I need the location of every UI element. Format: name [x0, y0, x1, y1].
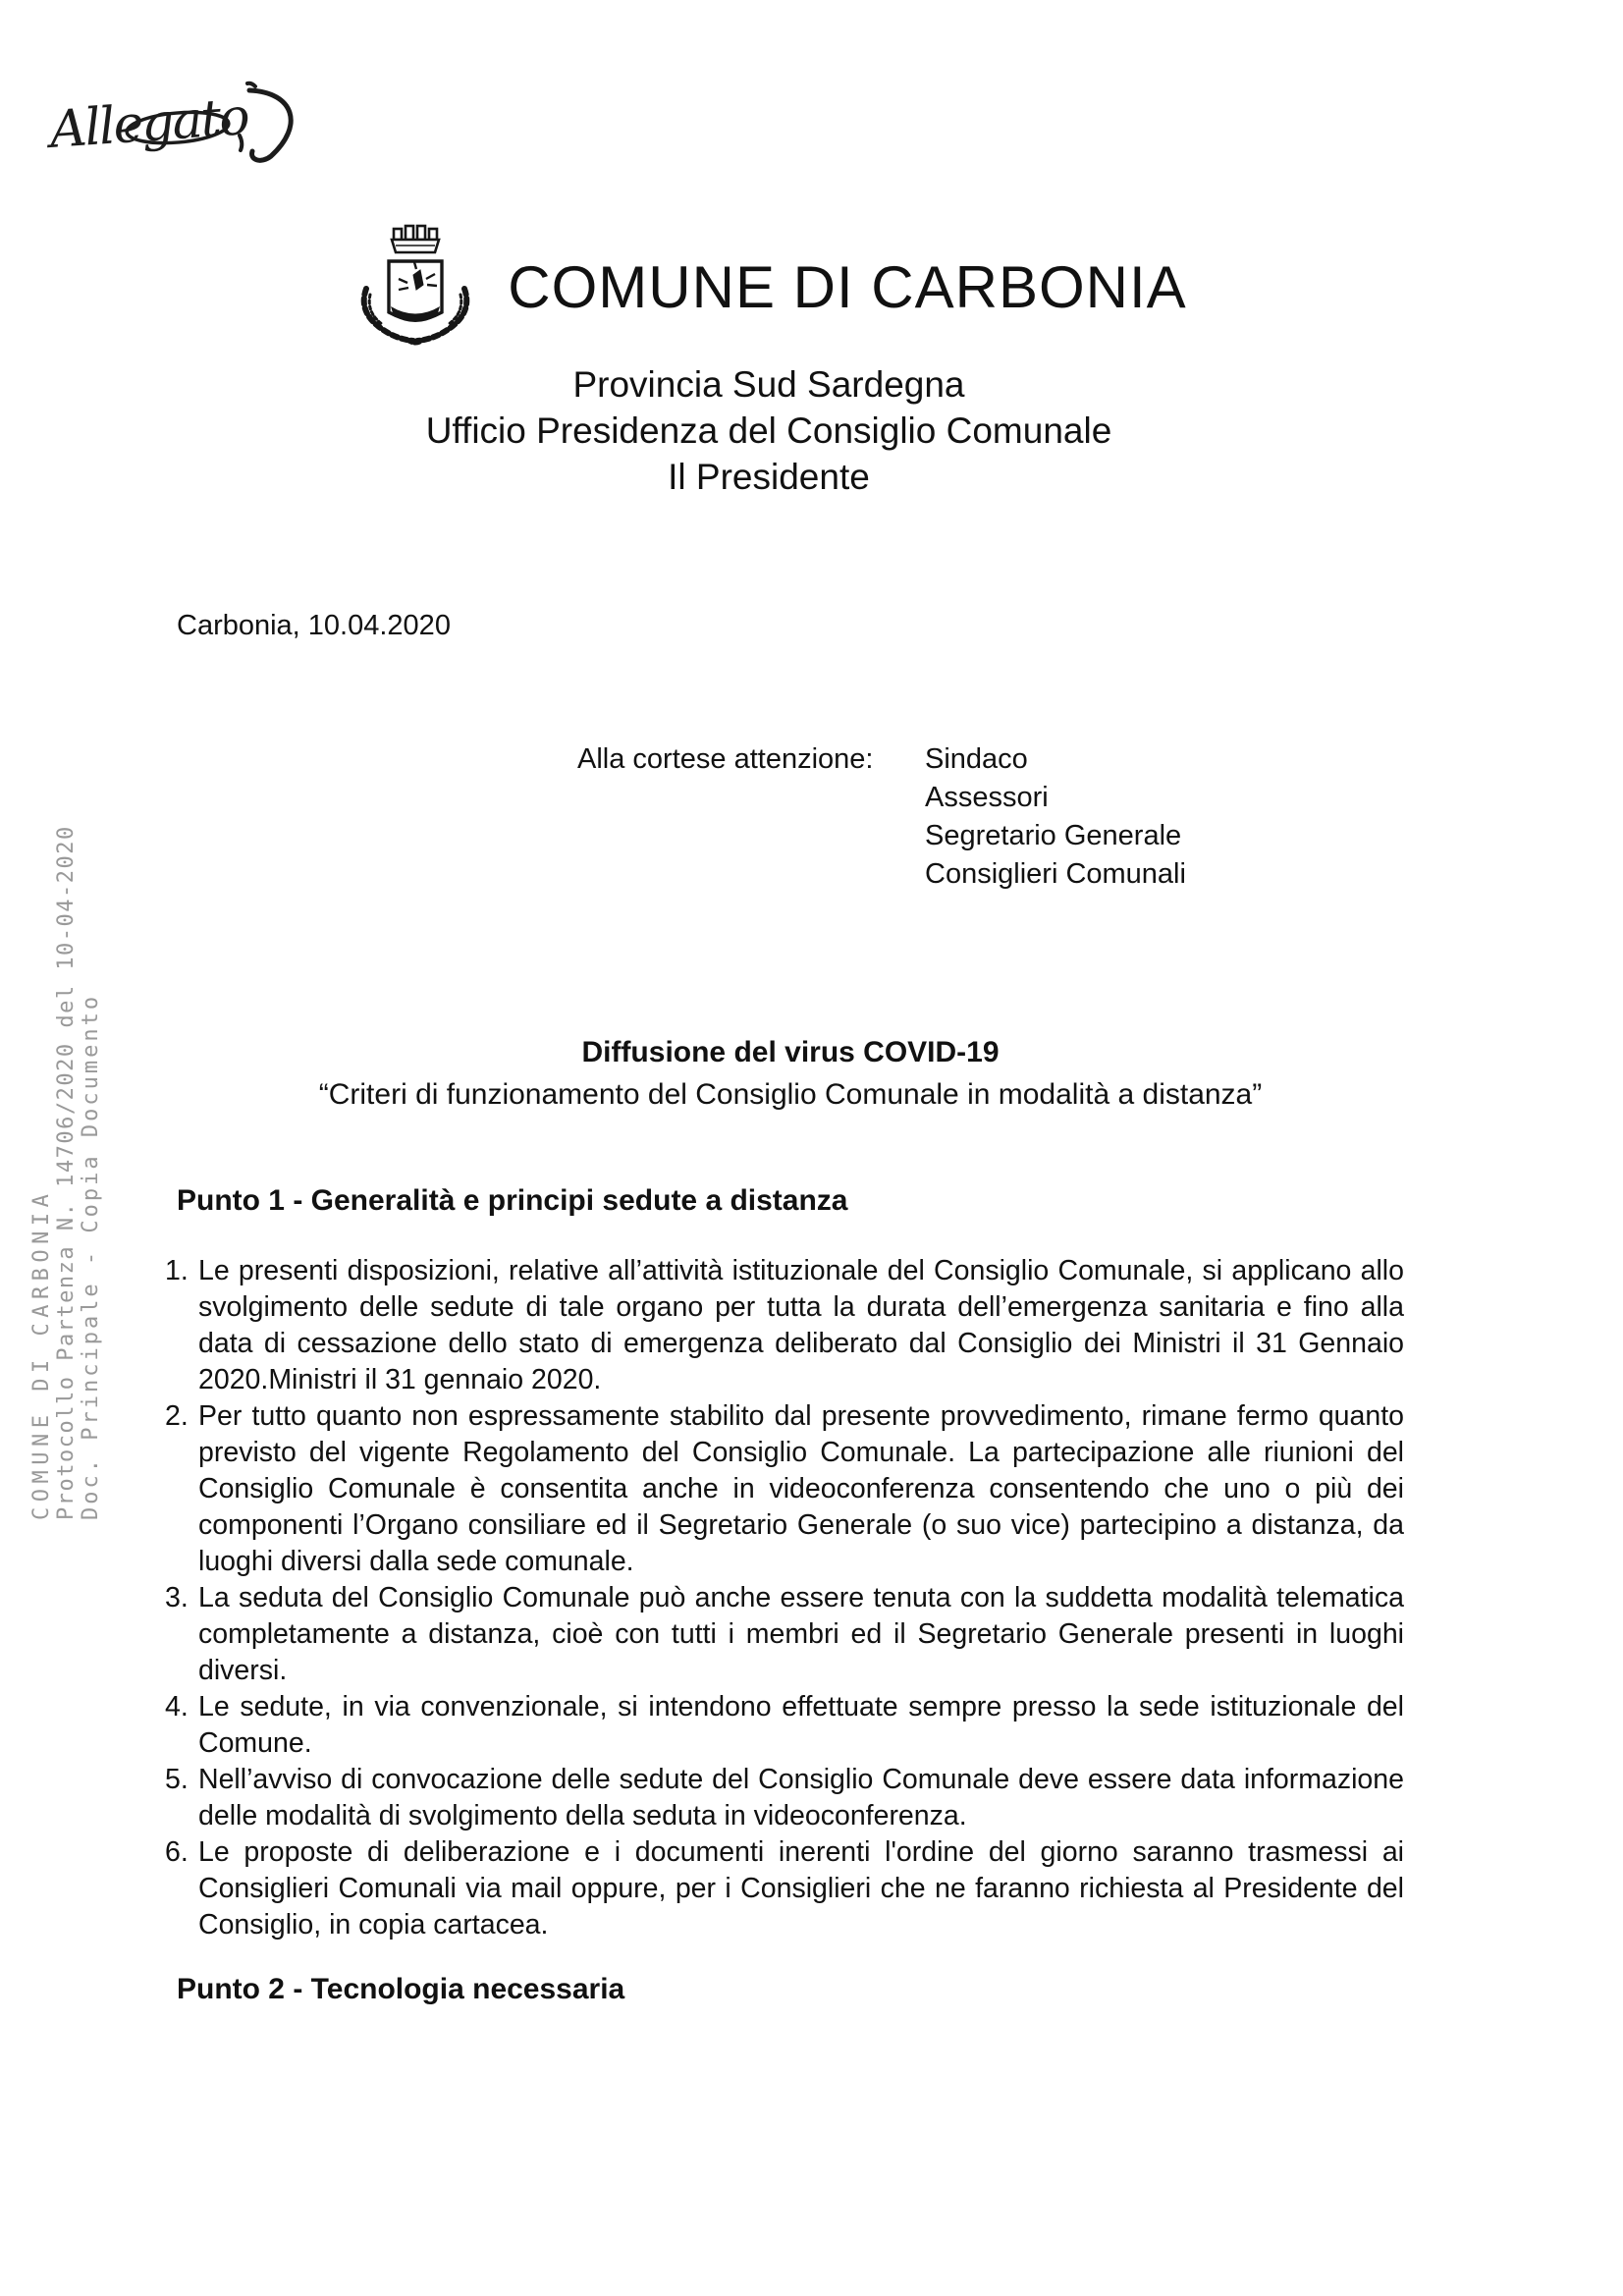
list-item-text: Le sedute, in via convenzionale, si intendono effettuate sempre presso la sede istituzionale del Comune. — [198, 1691, 1404, 1759]
stamp-line-protocol: Protocollo Partenza N. 14706/2020 del 10-04-2020 — [54, 825, 79, 1520]
role-subtitle: Il Presidente — [668, 457, 870, 497]
list-item — [165, 1580, 1404, 1689]
list-item — [165, 1253, 1404, 1398]
recipient-sindaco: Sindaco — [925, 743, 1028, 775]
province-subtitle: Provincia Sud Sardegna — [572, 364, 965, 405]
list-item-number: 1. — [165, 1255, 189, 1286]
list-item — [165, 1689, 1404, 1762]
list-item-text: Le presenti disposizioni, relative all’attività istituzionale del Consiglio Comunale, si applicano allo svolgimento delle sedute di tale organo per tutta la durata dell’emergenza sanitaria e fino alla data di cessazione dello stato di emergenza deliberato dal Consiglio dei Ministri il 31 Gennaio 2020.Ministri il 31 gennaio 2020. — [198, 1255, 1404, 1395]
list-item-text: Nell’avviso di convocazione delle sedute del Consiglio Comunale deve essere data informazione delle modalità di svolgimento della seduta in videoconferenza. — [198, 1764, 1404, 1831]
list-item-number: 5. — [165, 1764, 189, 1795]
protocol-stamp — [29, 774, 103, 1520]
list-item-number: 6. — [165, 1836, 189, 1868]
letterhead — [155, 218, 1382, 500]
letter-body — [165, 218, 1404, 2006]
municipality-title: COMUNE DI CARBONIA — [508, 253, 1187, 320]
list-item — [165, 1762, 1404, 1834]
handwriting-allegato-d-icon — [37, 57, 322, 185]
list-item-text: Per tutto quanto non espressamente stabilito dal presente provvedimento, rimane fermo quanto previsto del vigente Regolamento del Consiglio Comunale. La partecipazione alle riunioni del Consiglio Comunale è consentita anche in videoconferenza consentendo che uno o più dei componenti l’Organo consiliare ed il Segretario Generale (o suo vice) partecipino a distanza, da luoghi diversi dalla sede comunale. — [198, 1400, 1404, 1577]
svg-text:Allegato: Allegato — [47, 87, 250, 160]
subject-subtitle: “Criteri di funzionamento del Consiglio Comunale in modalità a distanza” — [318, 1078, 1263, 1111]
section1-heading: Punto 1 - Generalità e principi sedute a distanza — [177, 1184, 848, 1217]
list-item-text: La seduta del Consiglio Comunale può anche essere tenuta con la suddetta modalità telematica completamente a distanza, cioè con tutti i membri ed il Segretario Generale presenti in luoghi diversi. — [198, 1582, 1404, 1686]
attention-block — [177, 740, 1404, 894]
coat-of-arms-icon — [351, 218, 480, 355]
attention-label: Alla cortese attenzione: — [577, 743, 874, 775]
list-item — [165, 1834, 1404, 1943]
subject-title: Diffusione del virus COVID-19 — [581, 1036, 1000, 1068]
stamp-line-doc: Doc. Principale - Copia Documento — [79, 993, 103, 1520]
subject-block — [177, 1031, 1404, 1116]
recipient-consiglieri-comunali: Consiglieri Comunali — [925, 858, 1186, 890]
section2-heading: Punto 2 - Tecnologia necessaria — [177, 1973, 625, 2005]
list-item-text: Le proposte di deliberazione e i documenti inerenti l'ordine del giorno saranno trasmessi ai Consiglieri Comunali via mail oppure, per i Consiglieri che ne faranno richiesta al Presidente del Consiglio, in copia cartacea. — [198, 1836, 1404, 1941]
list-item-number: 2. — [165, 1400, 189, 1432]
place-date-line: Carbonia, 10.04.2020 — [177, 610, 451, 641]
stamp-line-entity: COMUNE DI CARBONIA — [29, 1188, 54, 1520]
handwritten-annotation — [37, 57, 322, 185]
recipient-assessori: Assessori — [925, 782, 1049, 813]
attention-recipients — [925, 740, 1186, 894]
office-subtitle: Ufficio Presidenza del Consiglio Comunale — [425, 410, 1112, 451]
section1-list — [165, 1253, 1404, 1943]
list-item-number: 4. — [165, 1691, 189, 1722]
list-item-number: 3. — [165, 1582, 189, 1613]
list-item — [165, 1398, 1404, 1580]
recipient-segretario-generale: Segretario Generale — [925, 820, 1182, 851]
